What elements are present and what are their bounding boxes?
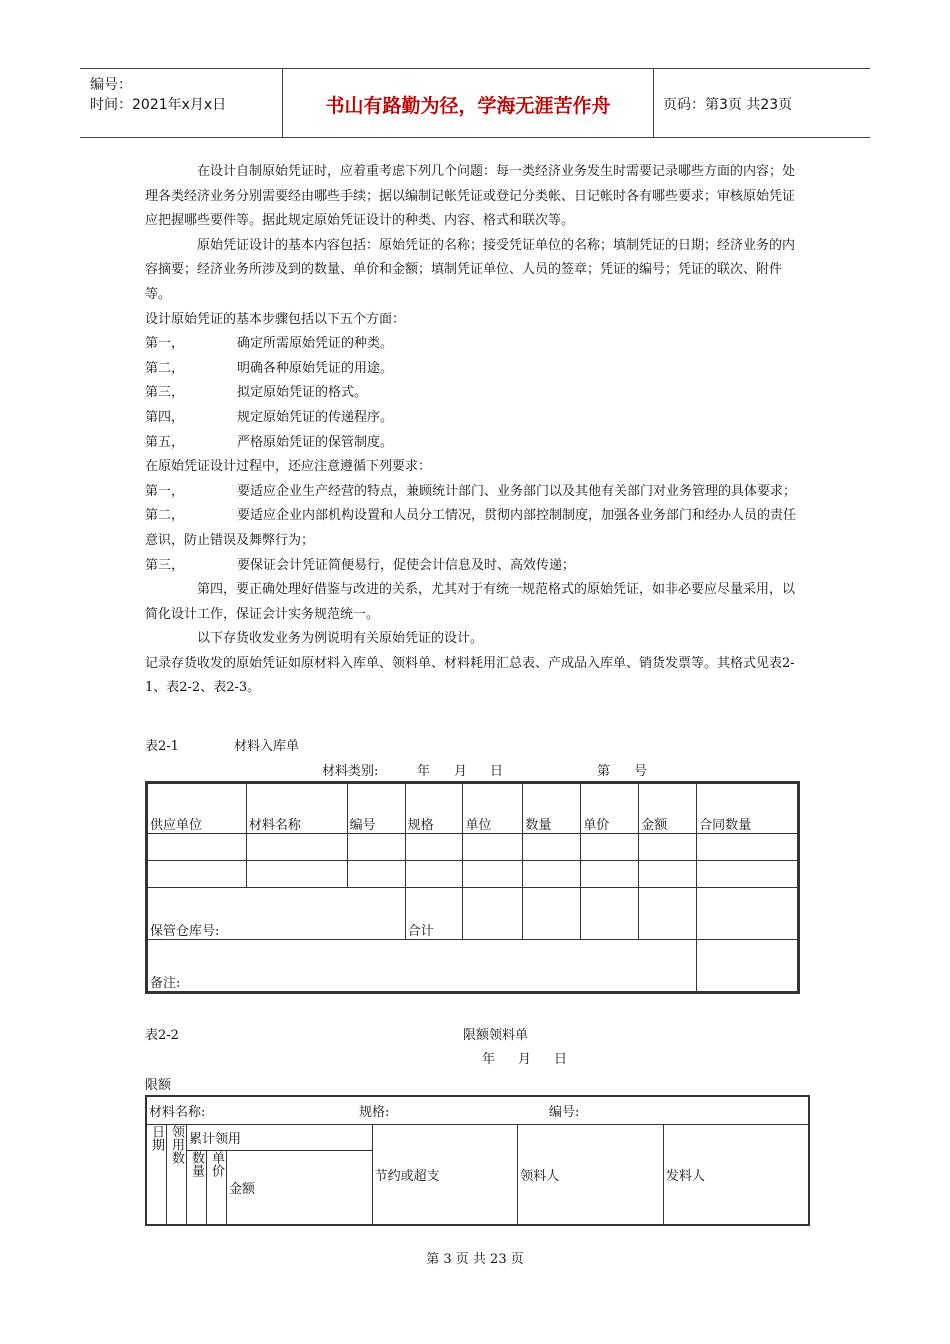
paragraph: 以下存货收发业务为例说明有关原始凭证的设计。 [197, 631, 484, 647]
list-item: 第四， 规定原始凭证的传递程序。 [145, 409, 394, 425]
table2-year: 年 [482, 1052, 496, 1067]
table2-month: 月 [518, 1052, 532, 1067]
list-item: 第一， 确定所需原始凭证的种类。 [145, 336, 394, 352]
table-header-cell: 规格 [405, 784, 463, 834]
table-header-row [148, 784, 798, 834]
table2-cum-amount: 金额 [227, 1150, 373, 1225]
table2-spec: 规格: [359, 1104, 390, 1120]
table1-no-suffix: 号 [634, 764, 648, 779]
list-item: 第五， 严格原始凭证的保管制度。 [145, 434, 394, 450]
table-header-cell: 材料名称 [246, 784, 347, 834]
header-motto: 书山有路勤为径，学海无涯苦作舟 [325, 95, 611, 117]
table2-caption-title: 限额领料单 [463, 1028, 529, 1043]
list-item: 第二， 要适应企业内部机构设置和人员分工情况，贯彻内部控制制度，加强各业务部门和经办人员的责任意识，防止错误及舞弊行为； [145, 508, 797, 548]
table-header-cell: 单位 [463, 784, 523, 834]
header-date: 时间：2021年x月x日 [90, 97, 227, 113]
table-row [148, 834, 798, 861]
table2-save-over: 节约或超支 [372, 1124, 518, 1225]
table1-day: 日 [490, 764, 504, 779]
table1-frame [145, 781, 800, 994]
table2-day: 日 [554, 1052, 568, 1067]
document-body [145, 160, 805, 701]
table1-caption-title: 材料入库单 [234, 739, 300, 754]
table-row [148, 888, 798, 940]
paragraph: 第四，要正确处理好借鉴与改进的关系，尤其对于有统一规范格式的原始凭证，如非必要应尽量采用，以简化设计工作，保证会计实务规范统一。 [145, 582, 796, 622]
table-row [148, 861, 798, 888]
header-page-number: 页码：第3页 共23页 [663, 97, 793, 113]
table1-year: 年 [417, 764, 431, 779]
list-item: 第三， 要保证会计凭证简便易行，促使会计信息及时、高效传递； [145, 557, 576, 573]
table1-month: 月 [454, 764, 468, 779]
table1-material-category: 材料类别: [322, 764, 379, 779]
table-header-cell: 单价 [581, 784, 639, 834]
paragraph: 设计原始凭证的基本步骤包括以下五个方面： [145, 311, 406, 327]
table2-caption-number: 表2-2 [145, 1028, 179, 1043]
table2-cumulative-use: 累计领用 [187, 1124, 373, 1150]
paragraph: 在设计自制原始凭证时，应着重考虑下列几个问题：每一类经济业务发生时需要记录哪些方面的内容；处理各类经济业务分别需要经由哪些手续；据以编制记帐凭证或登记分类帐、日记帐时各有哪些要求；审核原始凭证应把握哪些要件等。据此规定原始凭证设计的种类、内容、格式和联次等。 [145, 164, 796, 229]
paragraph: 原始凭证设计的基本内容包括：原始凭证的名称；接受凭证单位的名称；填制凭证的日期；经济业务的内容摘要；经济业务所涉及到的数量、单价和金额；填制凭证单位、人员的签章；凭证的编号；凭证的联次、附件等。 [145, 237, 796, 302]
table2-material-name: 材料名称: [149, 1104, 206, 1120]
list-item: 第二， 明确各种原始凭证的用途。 [145, 360, 394, 376]
table1-total-label: 合计 [405, 888, 463, 940]
paragraph: 在原始凭证设计过程中，还应注意遵循下列要求： [145, 459, 432, 475]
table2-code: 编号: [549, 1104, 580, 1120]
table-header-cell: 金额 [639, 784, 697, 834]
list-item: 第一， 要适应企业生产经营的特点，兼顾统计部门、业务部门以及其他有关部门对业务管理的具体要求； [145, 483, 797, 499]
header-doc-number: 编号： [90, 77, 132, 93]
header-divider [653, 69, 654, 137]
table2-receiver: 领料人 [518, 1124, 664, 1225]
table1 [147, 783, 798, 992]
table1-remark-label: 备注: [148, 940, 697, 992]
page-footer: 第 3 页 共 23 页 [426, 1252, 524, 1267]
page-header [80, 68, 870, 138]
table2-info-row [146, 1096, 809, 1124]
table2 [145, 1095, 810, 1226]
table-header-cell: 供应单位 [148, 784, 247, 834]
table-header-cell: 合同数量 [697, 784, 798, 834]
table1-no-prefix: 第 [597, 764, 611, 779]
paragraph: 记录存货收发的原始凭证如原材料入库单、领料单、材料耗用汇总表、产成品入库单、销货发票等。其格式见表2-1、表2-2、表2-3。 [145, 655, 795, 696]
table2-cum-qty: 数量 [187, 1150, 207, 1225]
table2-col-qty: 领用数 [167, 1124, 187, 1225]
table2-col-date: 日期 [146, 1124, 167, 1225]
header-meta [90, 75, 226, 115]
table-header-cell: 编号 [347, 784, 405, 834]
list-item: 第三， 拟定原始凭证的格式。 [145, 385, 368, 401]
table2-cum-price: 单价 [207, 1150, 227, 1225]
table1-keeper-label: 保管仓库号: [148, 888, 406, 940]
table-row [146, 1124, 809, 1150]
table2-limit-label: 限额 [145, 1078, 172, 1093]
table-row [148, 940, 798, 992]
table-row [146, 1096, 809, 1124]
table-header-cell: 数量 [523, 784, 581, 834]
table1-caption-number: 表2-1 [145, 739, 179, 754]
table2-issuer: 发料人 [663, 1124, 809, 1225]
